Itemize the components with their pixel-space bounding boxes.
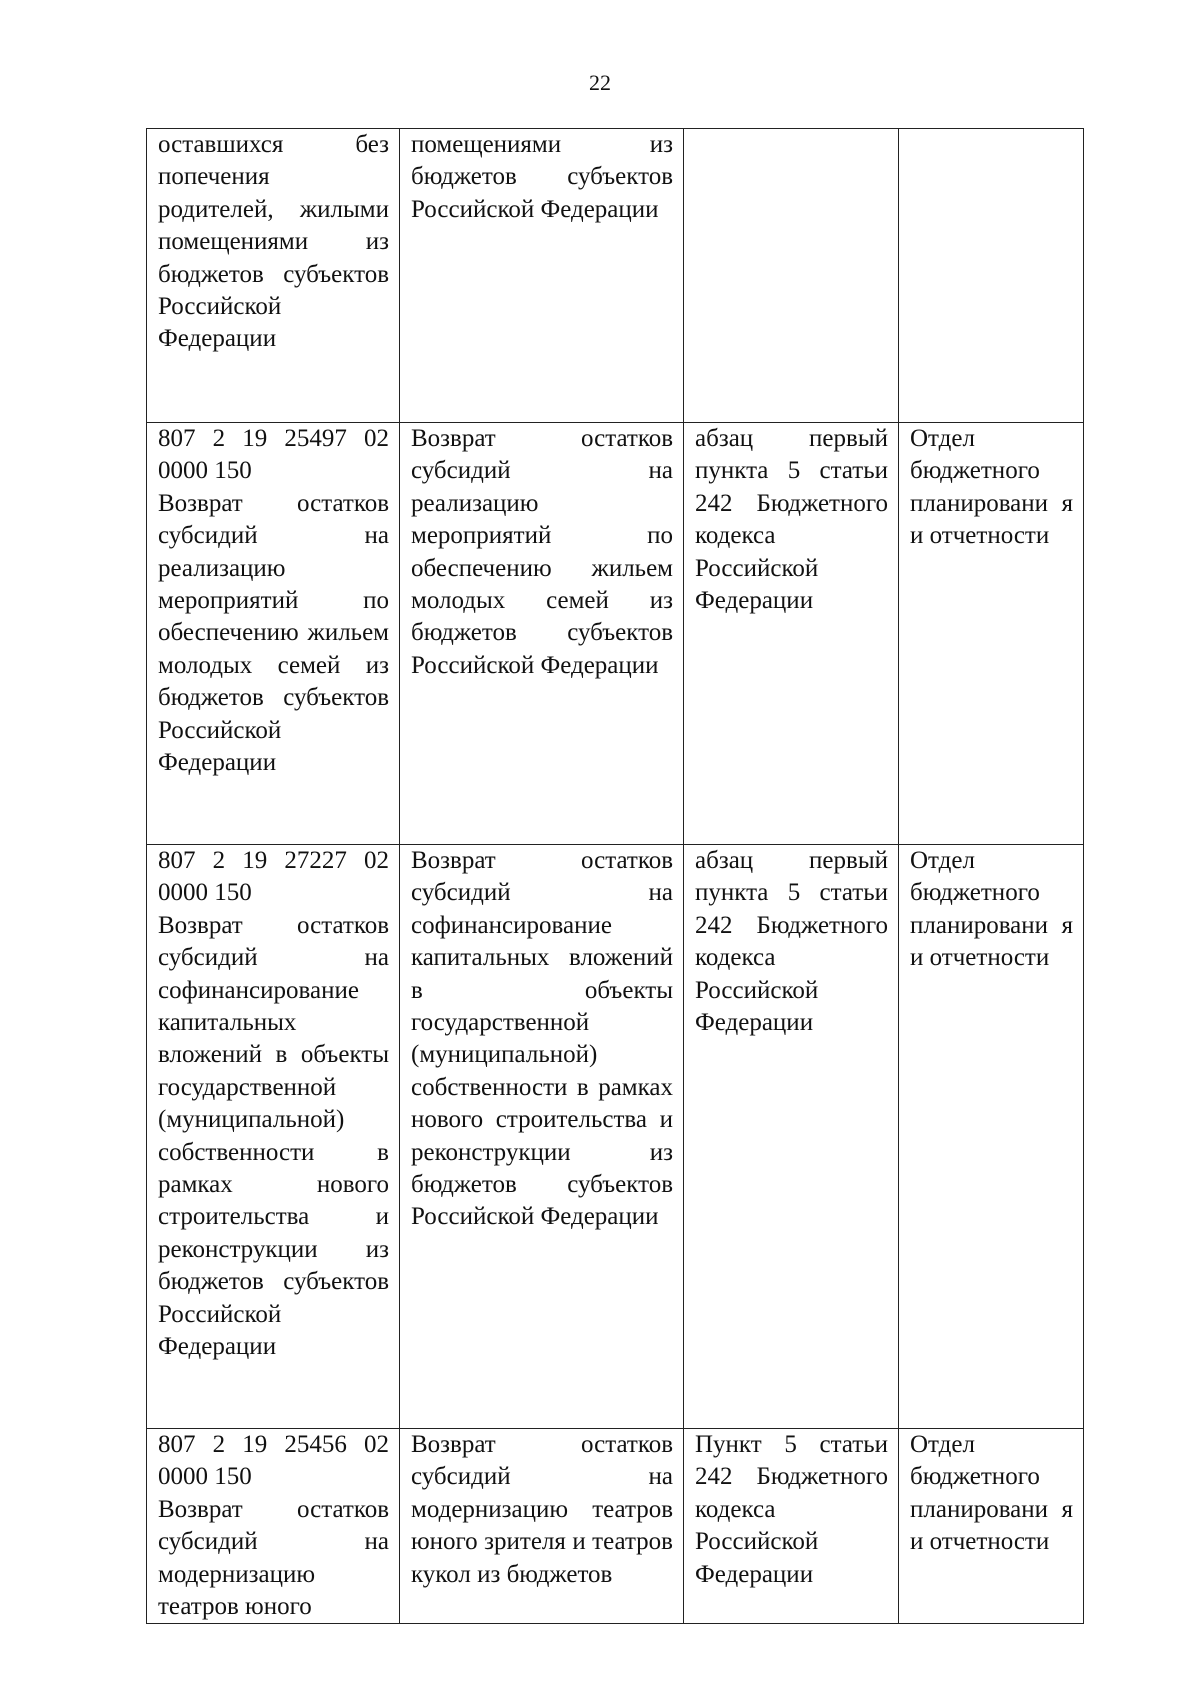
income-description: Возврат остатков субсидий на софинансирование капитальных вложений в объекты государственной (муниципальной) собственности в рамках нового строительства и реконструкции из бюджетов субъектов Российской Федерации bbox=[158, 911, 389, 1361]
table-row bbox=[147, 845, 1084, 1429]
table-row bbox=[147, 423, 1084, 845]
code-cell bbox=[147, 845, 400, 1429]
table-row bbox=[147, 129, 1084, 423]
income-description: оставшихся без попечения родителей, жилыми помещениями из бюджетов субъектов Российской Федерации bbox=[158, 131, 389, 353]
code-cell bbox=[147, 129, 400, 423]
department-cell: Отдел бюджетного планировани я и отчетности bbox=[899, 423, 1084, 845]
budget-codes-table bbox=[146, 128, 1084, 1624]
name-cell: помещениями из бюджетов субъектов Российской Федерации bbox=[400, 129, 684, 423]
basis-cell: Пункт 5 статьи 242 Бюджетного кодекса Российской Федерации bbox=[684, 1429, 899, 1624]
income-description: Возврат остатков субсидий на модернизацию театров юного bbox=[158, 1495, 389, 1621]
income-code: 807 2 19 25456 02 0000 150 bbox=[158, 1431, 389, 1491]
income-code: 807 2 19 25497 02 0000 150 bbox=[158, 425, 389, 485]
table-row bbox=[147, 1429, 1084, 1624]
page-number: 22 bbox=[589, 70, 611, 95]
name-cell: Возврат остатков субсидий на софинансирование капитальных вложений в объекты государственной (муниципальной) собственности в рамках нового строительства и реконструкции из бюджетов субъектов Российской Федерации bbox=[400, 845, 684, 1429]
income-description: Возврат остатков субсидий на реализацию мероприятий по обеспечению жильем молодых семей из бюджетов субъектов Российской Федерации bbox=[158, 489, 389, 777]
basis-cell bbox=[684, 129, 899, 423]
code-cell bbox=[147, 423, 400, 845]
basis-cell: абзац первый пункта 5 статьи 242 Бюджетного кодекса Российской Федерации bbox=[684, 845, 899, 1429]
code-cell bbox=[147, 1429, 400, 1624]
department-cell bbox=[899, 129, 1084, 423]
basis-cell: абзац первый пункта 5 статьи 242 Бюджетного кодекса Российской Федерации bbox=[684, 423, 899, 845]
department-cell: Отдел бюджетного планировани я и отчетности bbox=[899, 1429, 1084, 1624]
name-cell: Возврат остатков субсидий на модернизацию театров юного зрителя и театров кукол из бюджетов bbox=[400, 1429, 684, 1624]
income-code: 807 2 19 27227 02 0000 150 bbox=[158, 847, 389, 907]
department-cell: Отдел бюджетного планировани я и отчетности bbox=[899, 845, 1084, 1429]
name-cell: Возврат остатков субсидий на реализацию мероприятий по обеспечению жильем молодых семей из бюджетов субъектов Российской Федерации bbox=[400, 423, 684, 845]
